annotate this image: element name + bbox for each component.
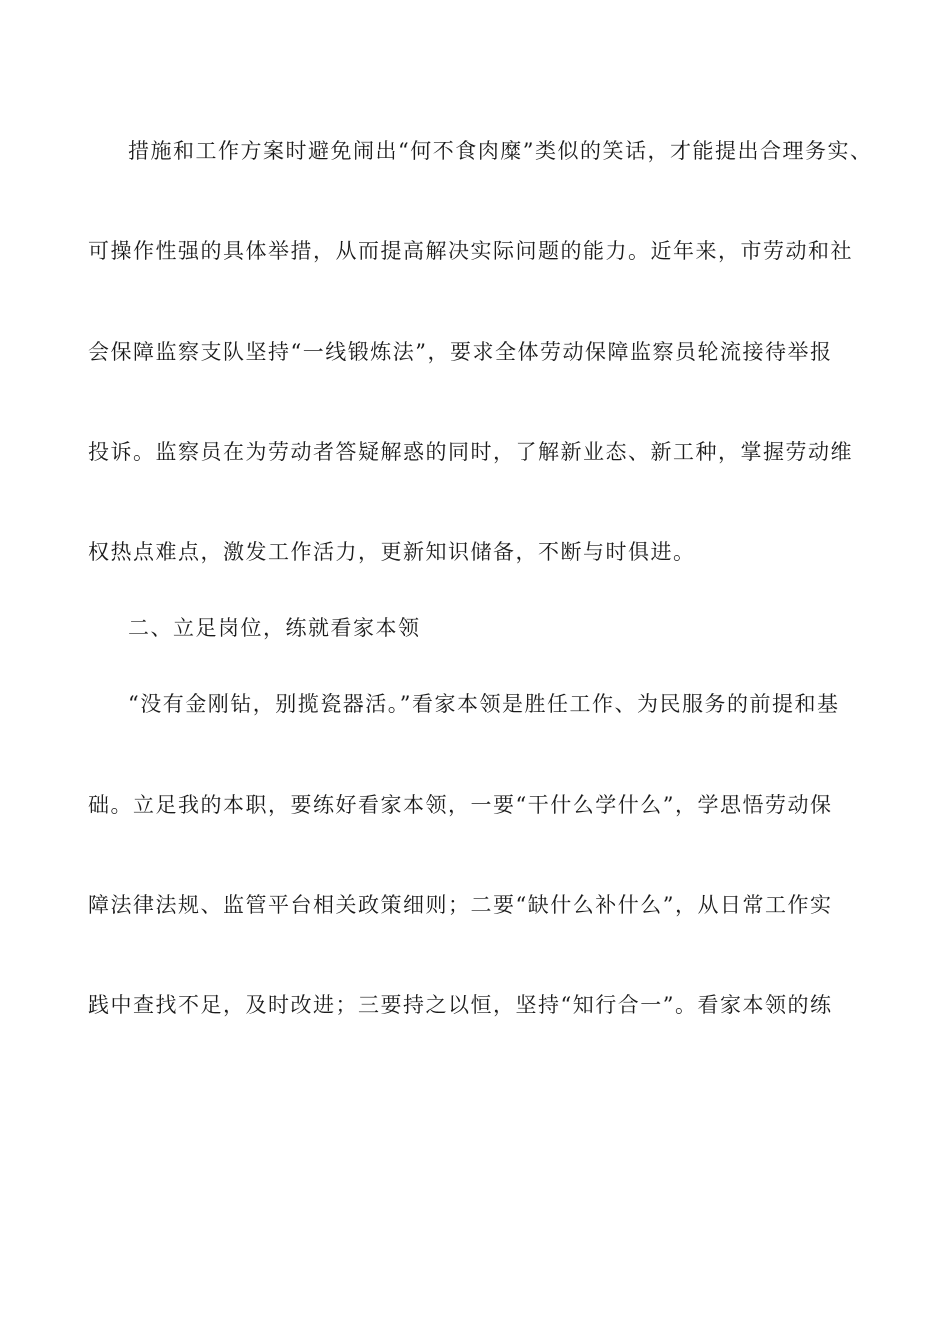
paragraph-line-8: 础。立足我的本职，要练好看家本领，一要“干什么学什么”，学思悟劳动保 [88,793,833,817]
paragraph-line-4: 投诉。监察员在为劳动者答疑解惑的同时，了解新业态、新工种，掌握劳动维 [88,440,853,464]
paragraph-line-7: “没有金刚钻，别揽瓷器活。”看家本领是胜任工作、为民服务的前提和基 [128,692,840,716]
section-heading: 二、立足岗位，练就看家本领 [128,616,421,640]
paragraph-line-5: 权热点难点，激发工作活力，更新知识储备，不断与时俱进。 [88,540,696,564]
paragraph-line-2: 可操作性强的具体举措，从而提高解决实际问题的能力。近年来，市劳动和社 [88,239,853,263]
paragraph-line-9: 障法律法规、监管平台相关政策细则；二要“缺什么补什么”，从日常工作实 [88,893,833,917]
paragraph-line-3: 会保障监察支队坚持“一线锻炼法”，要求全体劳动保障监察员轮流接待举报 [88,340,833,364]
paragraph-line-10: 践中查找不足，及时改进；三要持之以恒，坚持“知行合一”。看家本领的练 [88,993,833,1017]
paragraph-line-1: 措施和工作方案时避免闹出“何不食肉糜”类似的笑话，才能提出合理务实、 [128,139,873,163]
